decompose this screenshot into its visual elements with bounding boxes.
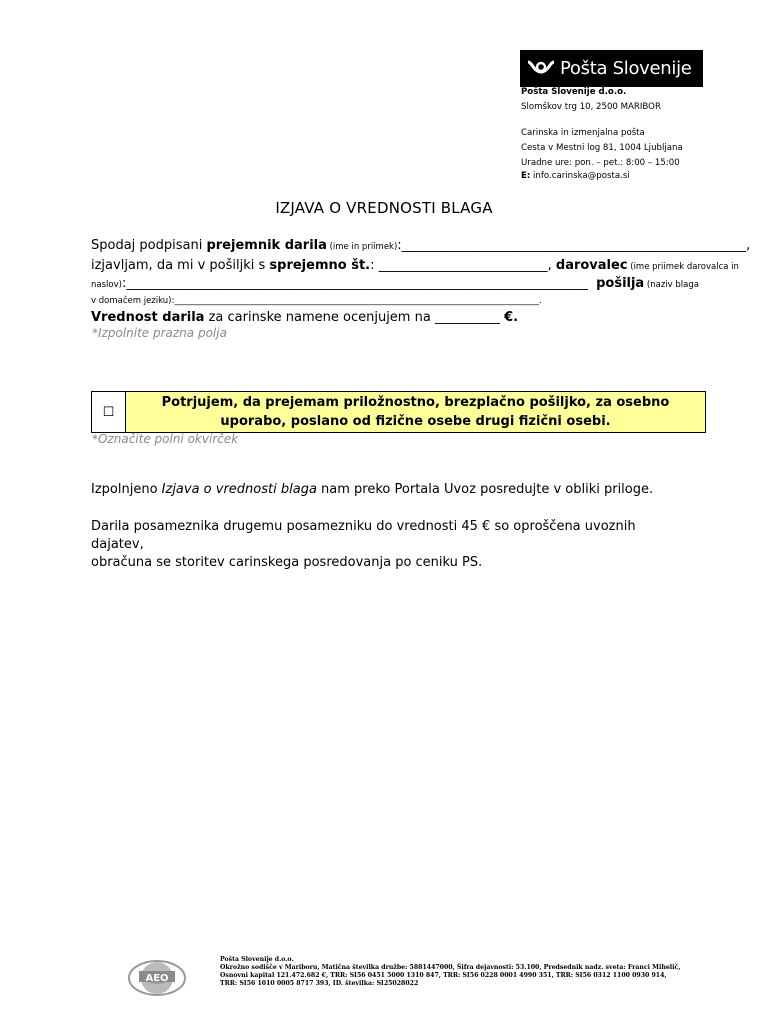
instruction-paragraph-2: Darila posameznika drugemu posamezniku do vrednosti 45 € so oproščena uvoznih dajatev, obračuna se storitev carinskega posredovanja po ceniku PS. xyxy=(91,519,636,570)
confirmation-box xyxy=(91,391,706,433)
goods-field[interactable]: :_________________________________________________________________________________. xyxy=(171,296,542,306)
office-address: Cesta v Mestni log 81, 1004 Ljubljana xyxy=(521,143,683,153)
declaration-line-4: v domačem jeziku):_________________________________________________________________________________. xyxy=(91,296,542,306)
aeo-logo xyxy=(127,956,187,1004)
posta-slovenije-logo xyxy=(520,50,703,87)
company-name: Pošta Slovenije d.o.o. xyxy=(521,87,627,97)
declaration-value-line: Vrednost darila za carinske namene ocenjujem na __________ €. xyxy=(91,310,519,325)
value-field[interactable]: za carinske namene ocenjujem na __________ xyxy=(204,310,505,325)
office-hours: Uradne ure: pon. – pet.: 8:00 – 15:00 xyxy=(521,158,680,168)
company-address: Slomškov trg 10, 2500 MARIBOR xyxy=(521,102,661,112)
confirmation-text: Potrjujem, da prejemam priložnostno, brezplačno pošiljko, za osebno uporabo, poslano od fizične osebe drugi fizični osebi. xyxy=(161,395,670,429)
declaration-line-1: Spodaj podpisani prejemnik darila (ime in priimek):_____________________________________________________, xyxy=(91,238,751,253)
recipient-field[interactable]: :_____________________________________________________, xyxy=(397,238,751,253)
office-email: E: info.carinska@posta.si xyxy=(521,171,630,181)
office-name: Carinska in izmenjalna pošta xyxy=(521,128,645,138)
sender-field[interactable]: :_______________________________________________________________________ xyxy=(121,276,588,291)
footer-text: Pošta Slovenije d.o.o. Okrožno sodišče v Mariboru, Matična številka družbe: 5881447000, Šifra dejavnosti: 53.100, Predsednik nadz. sveta: Franci Mihelič, Osnovni kapital 121.472.682 €, TRR: SI56 0451 5000 1310 847, TRR: SI56 0228 0001 4990 351, TRR: SI56 0312 1100 0930 914, TRR: SI56 1010 0005 8717 393, ID. številka: SI25028022 xyxy=(220,956,681,987)
confirmation-checkbox[interactable]: ☐ xyxy=(92,392,126,432)
declaration-line-3: naslov):_______________________________________________________________________ pošilja (naziv blaga xyxy=(91,276,699,291)
declaration-line-2: izjavljam, da mi v pošiljki s sprejemno št.: __________________________, darovalec (ime priimek darovalca in xyxy=(91,258,739,273)
fill-hint: *Izpolnite prazna polja xyxy=(92,326,227,340)
instruction-paragraph-1: Izpolnjeno Izjava o vrednosti blaga nam preko Portala Uvoz posredujte v obliki priloge. xyxy=(91,482,654,497)
svg-text:AEO: AEO xyxy=(145,973,169,984)
page-title: IZJAVA O VREDNOSTI BLAGA xyxy=(275,199,493,217)
checkbox-hint: *Označite polni okvirček xyxy=(92,432,239,446)
post-horn-icon xyxy=(526,58,556,80)
tracking-number-field[interactable]: : __________________________, xyxy=(370,258,556,273)
brand-name: Pošta Slovenije xyxy=(560,58,692,79)
